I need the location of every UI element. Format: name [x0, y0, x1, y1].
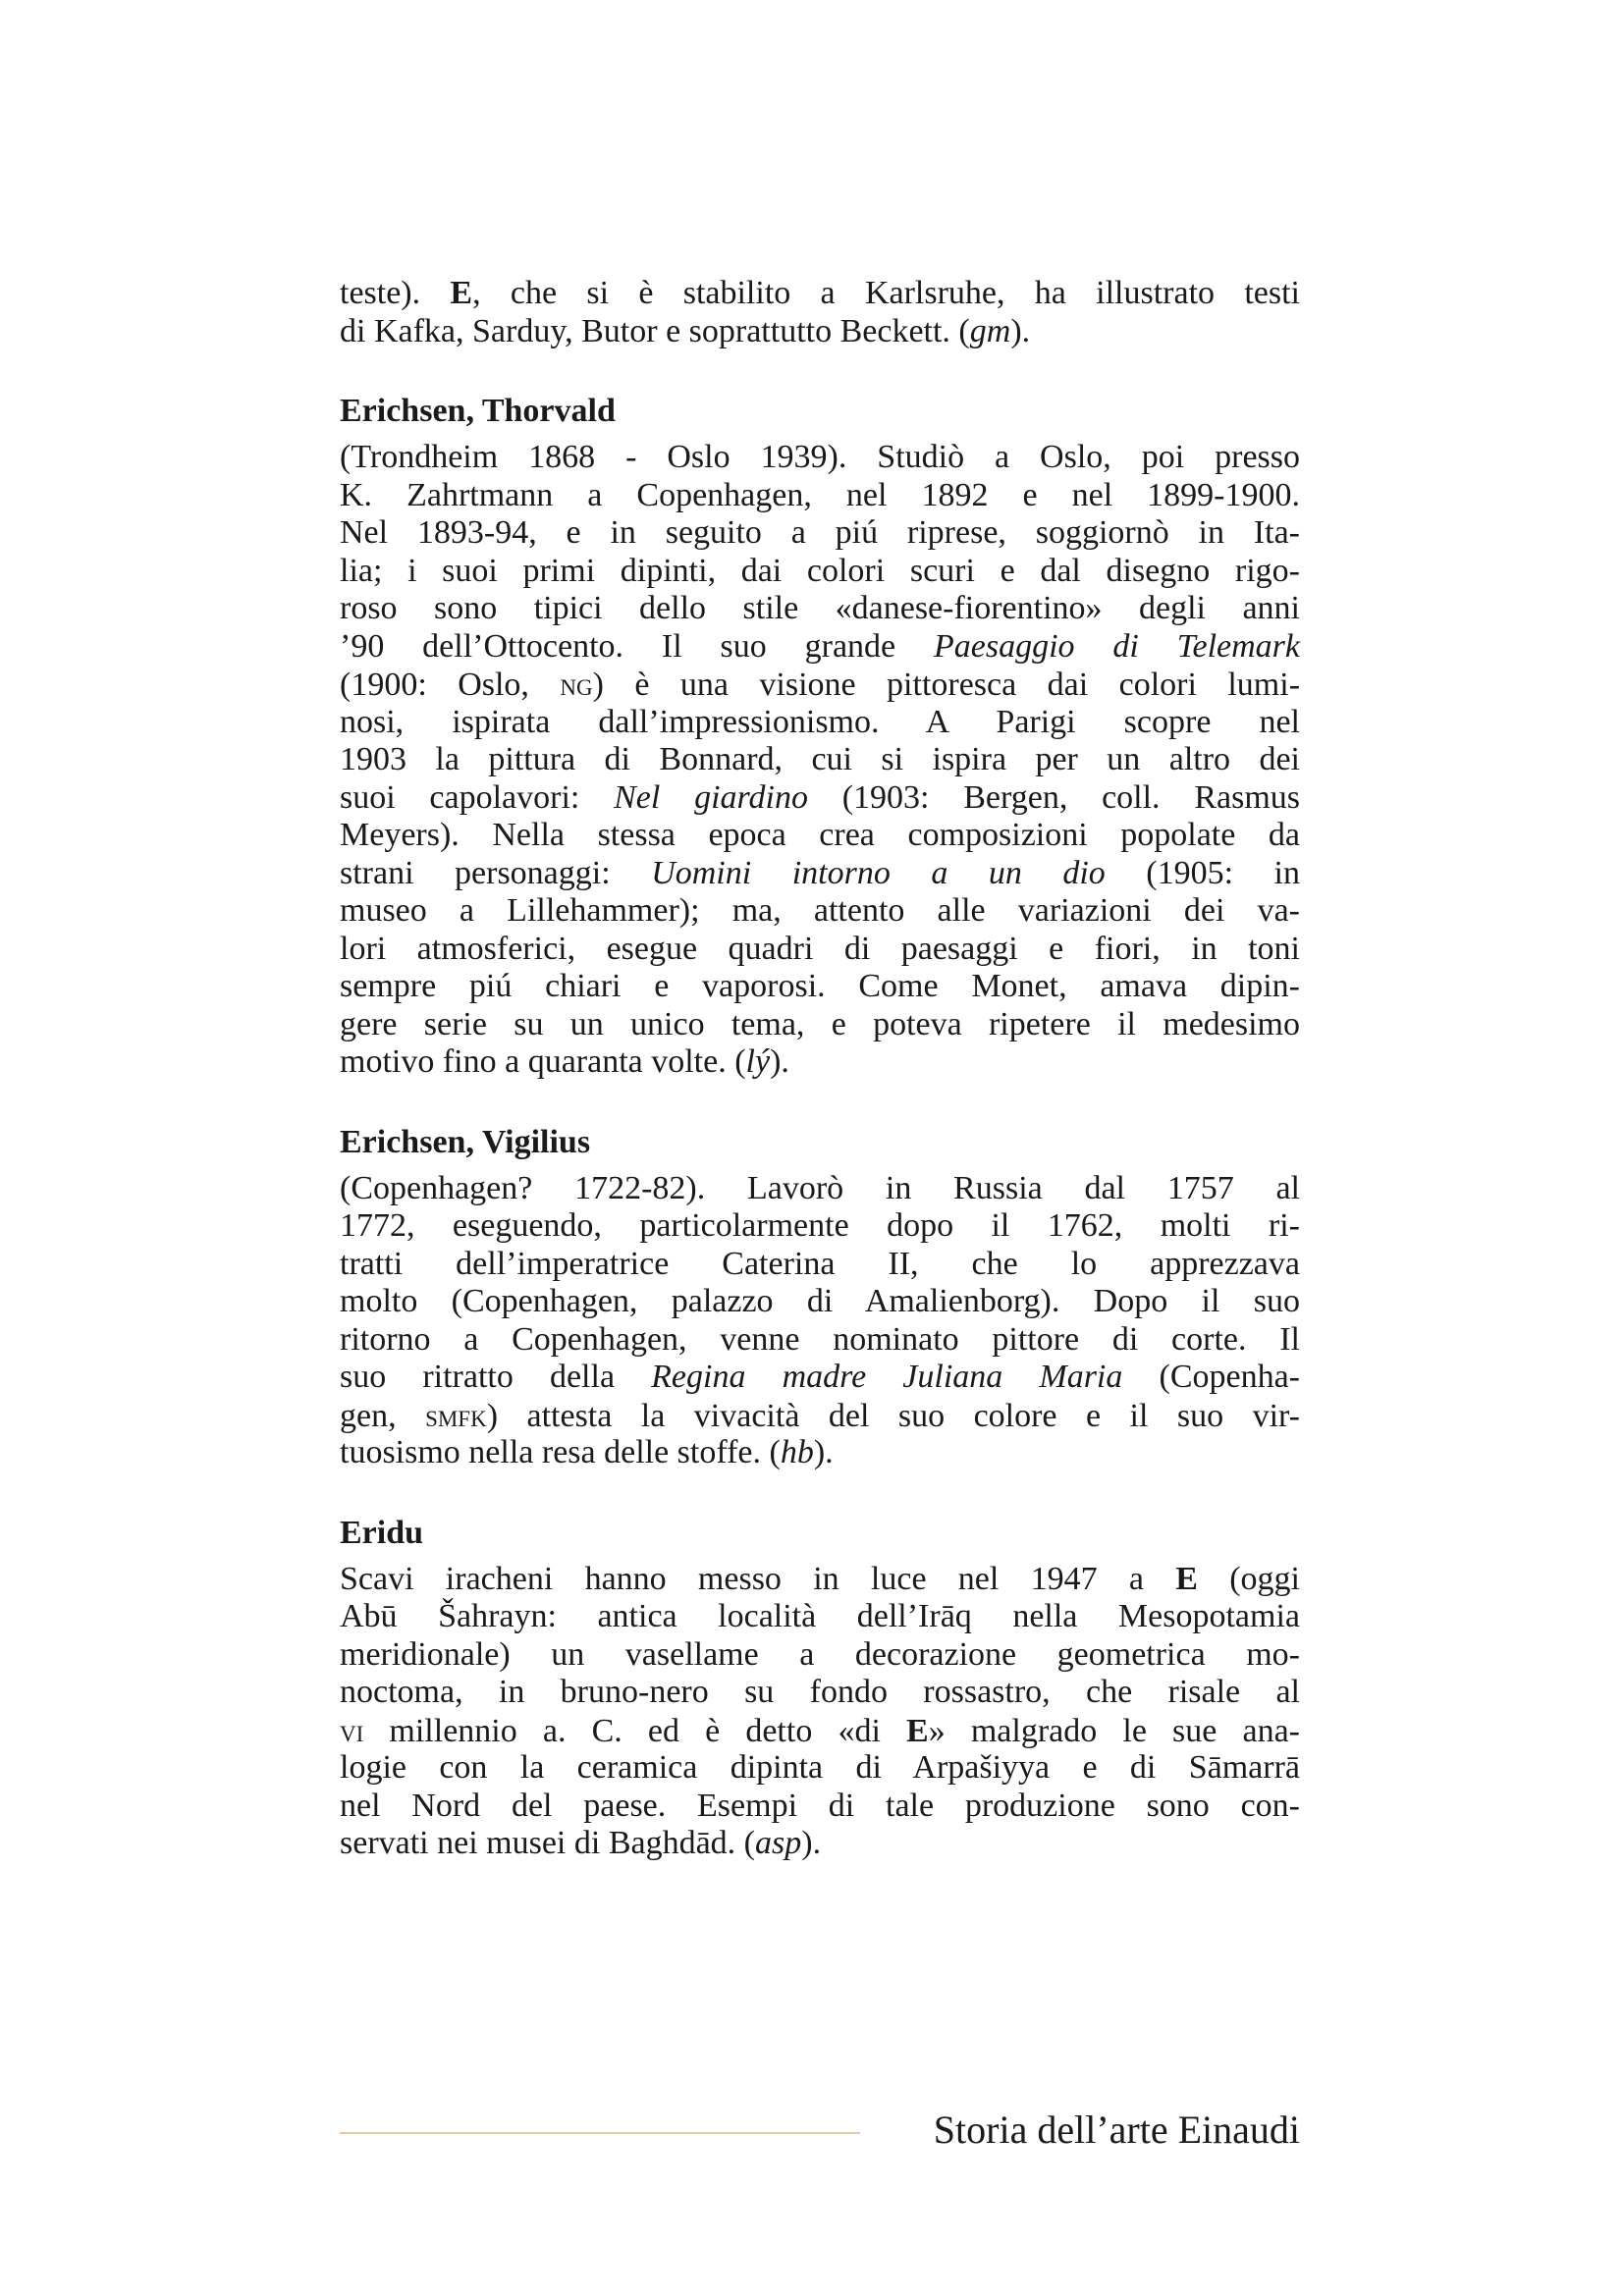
text-line — [340, 1674, 1300, 1712]
entry-heading: Erichsen, Thorvald — [340, 393, 616, 429]
bold-text: E — [450, 275, 473, 311]
italic-text: Nel giardino — [614, 778, 808, 816]
text-run: teste). — [340, 275, 451, 311]
text-run: ). — [1010, 312, 1031, 349]
text-run: di Kafka, Sarduy, Butor e soprattutto Beckett. ( — [340, 312, 970, 349]
text-run: tuosismo nella resa delle stoffe. ( — [340, 1434, 781, 1470]
text-line — [340, 817, 1300, 855]
text-line — [340, 741, 1300, 779]
text-run: lori atmosferici, esegue quadri di paesaggi e fiori, in toni — [340, 930, 1300, 967]
text-run: meridionale) un vasellame a decorazione geometrica mo- — [340, 1635, 1300, 1673]
text-run: ’90 dell’Ottocento. Il suo grande — [340, 627, 934, 665]
text-line — [340, 628, 1300, 667]
text-run: K. Zahrtmann a Copenhagen, nel 1892 e nel 1899-1900. — [340, 476, 1300, 513]
text-line — [340, 1321, 1300, 1360]
text-run: (1905: in — [1105, 854, 1301, 891]
italic-text: hb — [780, 1434, 814, 1470]
text-run: (Trondheim 1868 - Oslo 1939). Studiò a Oslo, poi presso — [340, 439, 1300, 475]
text-line — [340, 477, 1300, 515]
footer-rule — [340, 2132, 860, 2134]
page-footer — [340, 2101, 1300, 2160]
text-run: (1900: Oslo, — [340, 667, 561, 703]
smallcaps-text: smfk — [425, 1397, 487, 1433]
text-run: gere serie su un unico tema, e poteva ripetere il medesimo — [340, 1005, 1300, 1042]
text-line — [340, 1712, 1300, 1750]
dictionary-entry — [340, 1512, 1300, 1863]
text-line — [340, 1825, 1300, 1863]
text-line — [340, 1434, 1300, 1472]
text-run: (Copenha- — [1122, 1359, 1301, 1395]
text-run: 1772, eseguendo, particolarmente dopo il 1762, molti ri- — [340, 1207, 1300, 1244]
text-run: suo ritratto della — [340, 1359, 652, 1395]
bold-text: E — [1175, 1560, 1198, 1597]
smallcaps-text: ng — [560, 667, 593, 702]
text-run: nosi, ispirata dall’impressionismo. A Parigi scopre nel — [340, 703, 1300, 740]
text-run: » malgrado le sue ana- — [928, 1712, 1300, 1749]
entry-body — [340, 1170, 1300, 1472]
text-line — [340, 1749, 1300, 1788]
text-line — [340, 1561, 1300, 1599]
text-line — [340, 590, 1300, 628]
text-line — [340, 275, 1300, 313]
text-line — [340, 313, 1300, 351]
text-run: ) attesta la vivacità del suo colore e il suo vir- — [486, 1397, 1300, 1434]
footer-title: Storia dell’arte Einaudi — [933, 2108, 1300, 2152]
text-run: millennio a. C. ed è detto «di — [363, 1712, 907, 1749]
text-run: servati nei musei di Baghdād. ( — [340, 1825, 756, 1861]
italic-text: asp — [755, 1825, 802, 1861]
text-run: molto (Copenhagen, palazzo di Amalienborg). Dopo il suo — [340, 1283, 1300, 1319]
text-line — [340, 1598, 1300, 1636]
text-run: (oggi — [1197, 1560, 1300, 1597]
text-run: (1903: Bergen, coll. Rasmus — [807, 778, 1300, 816]
entry-heading: Erichsen, Vigilius — [340, 1123, 591, 1160]
entry-heading: Eridu — [340, 1514, 424, 1551]
dictionary-entry — [340, 390, 1300, 1082]
text-run: ritorno a Copenhagen, venne nominato pittore di corte. Il — [340, 1320, 1300, 1358]
entries-list — [340, 390, 1300, 1863]
text-run: sempre piú chiari e vaporosi. Come Monet, amava dipin- — [340, 968, 1300, 1004]
text-line — [340, 931, 1300, 969]
text-run: logie con la ceramica dipinta di Arpašiyya e di Sāmarrā — [340, 1749, 1300, 1786]
text-run: ). — [770, 1043, 789, 1080]
text-line — [340, 1359, 1300, 1397]
text-line — [340, 553, 1300, 591]
text-run: tratti dell’imperatrice Caterina II, che lo apprezzava — [340, 1245, 1300, 1282]
text-line — [340, 1207, 1300, 1246]
text-run: Nel 1893-94, e in seguito a piú riprese, soggiornò in Ita- — [340, 514, 1300, 551]
text-line — [340, 779, 1300, 818]
text-line — [340, 666, 1300, 704]
body-text — [340, 275, 1300, 1863]
text-line — [340, 439, 1300, 477]
text-run: 1903 la pittura di Bonnard, cui si ispira per un altro dei — [340, 741, 1300, 777]
italic-text: Paesaggio di Telemark — [934, 627, 1300, 665]
text-run: Meyers). Nella stessa epoca crea composizioni popolate da — [340, 817, 1300, 853]
italic-text: gm — [969, 312, 1011, 349]
italic-text: Uomini intorno a un dio — [651, 854, 1106, 891]
dictionary-entry — [340, 1121, 1300, 1472]
text-run: roso sono tipici dello stile «danese-fiorentino» degli anni — [340, 590, 1300, 626]
text-run: lia; i suoi primi dipinti, dai colori scuri e dal disegno rigo- — [340, 552, 1300, 589]
text-run: nel Nord del paese. Esempi di tale produzione sono con- — [340, 1787, 1300, 1824]
intro-paragraph — [340, 275, 1300, 350]
text-run: Scavi iracheni hanno messo in luce nel 1947 a — [340, 1560, 1176, 1597]
text-line — [340, 1170, 1300, 1208]
text-line — [340, 704, 1300, 742]
text-run: motivo fino a quaranta volte. ( — [340, 1043, 746, 1080]
text-run: noctoma, in bruno-nero su fondo rossastro, che risale al — [340, 1674, 1300, 1710]
italic-text: Regina madre Juliana Maria — [651, 1359, 1123, 1395]
text-line — [340, 1006, 1300, 1044]
text-line — [340, 1283, 1300, 1321]
text-line — [340, 1397, 1300, 1435]
text-line — [340, 1043, 1300, 1082]
text-line — [340, 892, 1300, 931]
text-run: strani personaggi: — [340, 854, 652, 891]
text-line — [340, 1788, 1300, 1826]
text-run: suoi capolavori: — [340, 778, 615, 816]
text-run: (Copenhagen? 1722-82). Lavorò in Russia dal 1757 al — [340, 1169, 1300, 1206]
text-run: ) è una visione pittoresca dai colori lumi- — [592, 667, 1301, 703]
entry-body — [340, 1561, 1300, 1863]
text-line — [340, 1246, 1300, 1284]
smallcaps-text: vi — [340, 1712, 364, 1748]
text-line — [340, 855, 1300, 893]
text-run: ). — [801, 1825, 822, 1861]
text-line — [340, 514, 1300, 553]
entry-body — [340, 439, 1300, 1082]
text-run: ). — [813, 1434, 834, 1470]
text-line — [340, 968, 1300, 1006]
text-line — [340, 1636, 1300, 1675]
text-run: gen, — [340, 1397, 426, 1434]
bold-text: E — [906, 1712, 929, 1749]
italic-text: lý — [745, 1043, 771, 1080]
text-run: museo a Lillehammer); ma, attento alle variazioni dei va- — [340, 892, 1300, 929]
text-run: Abū Šahrayn: antica località dell’Irāq nella Mesopotamia — [340, 1598, 1300, 1634]
text-run: , che si è stabilito a Karlsruhe, ha illustrato testi — [472, 275, 1300, 311]
